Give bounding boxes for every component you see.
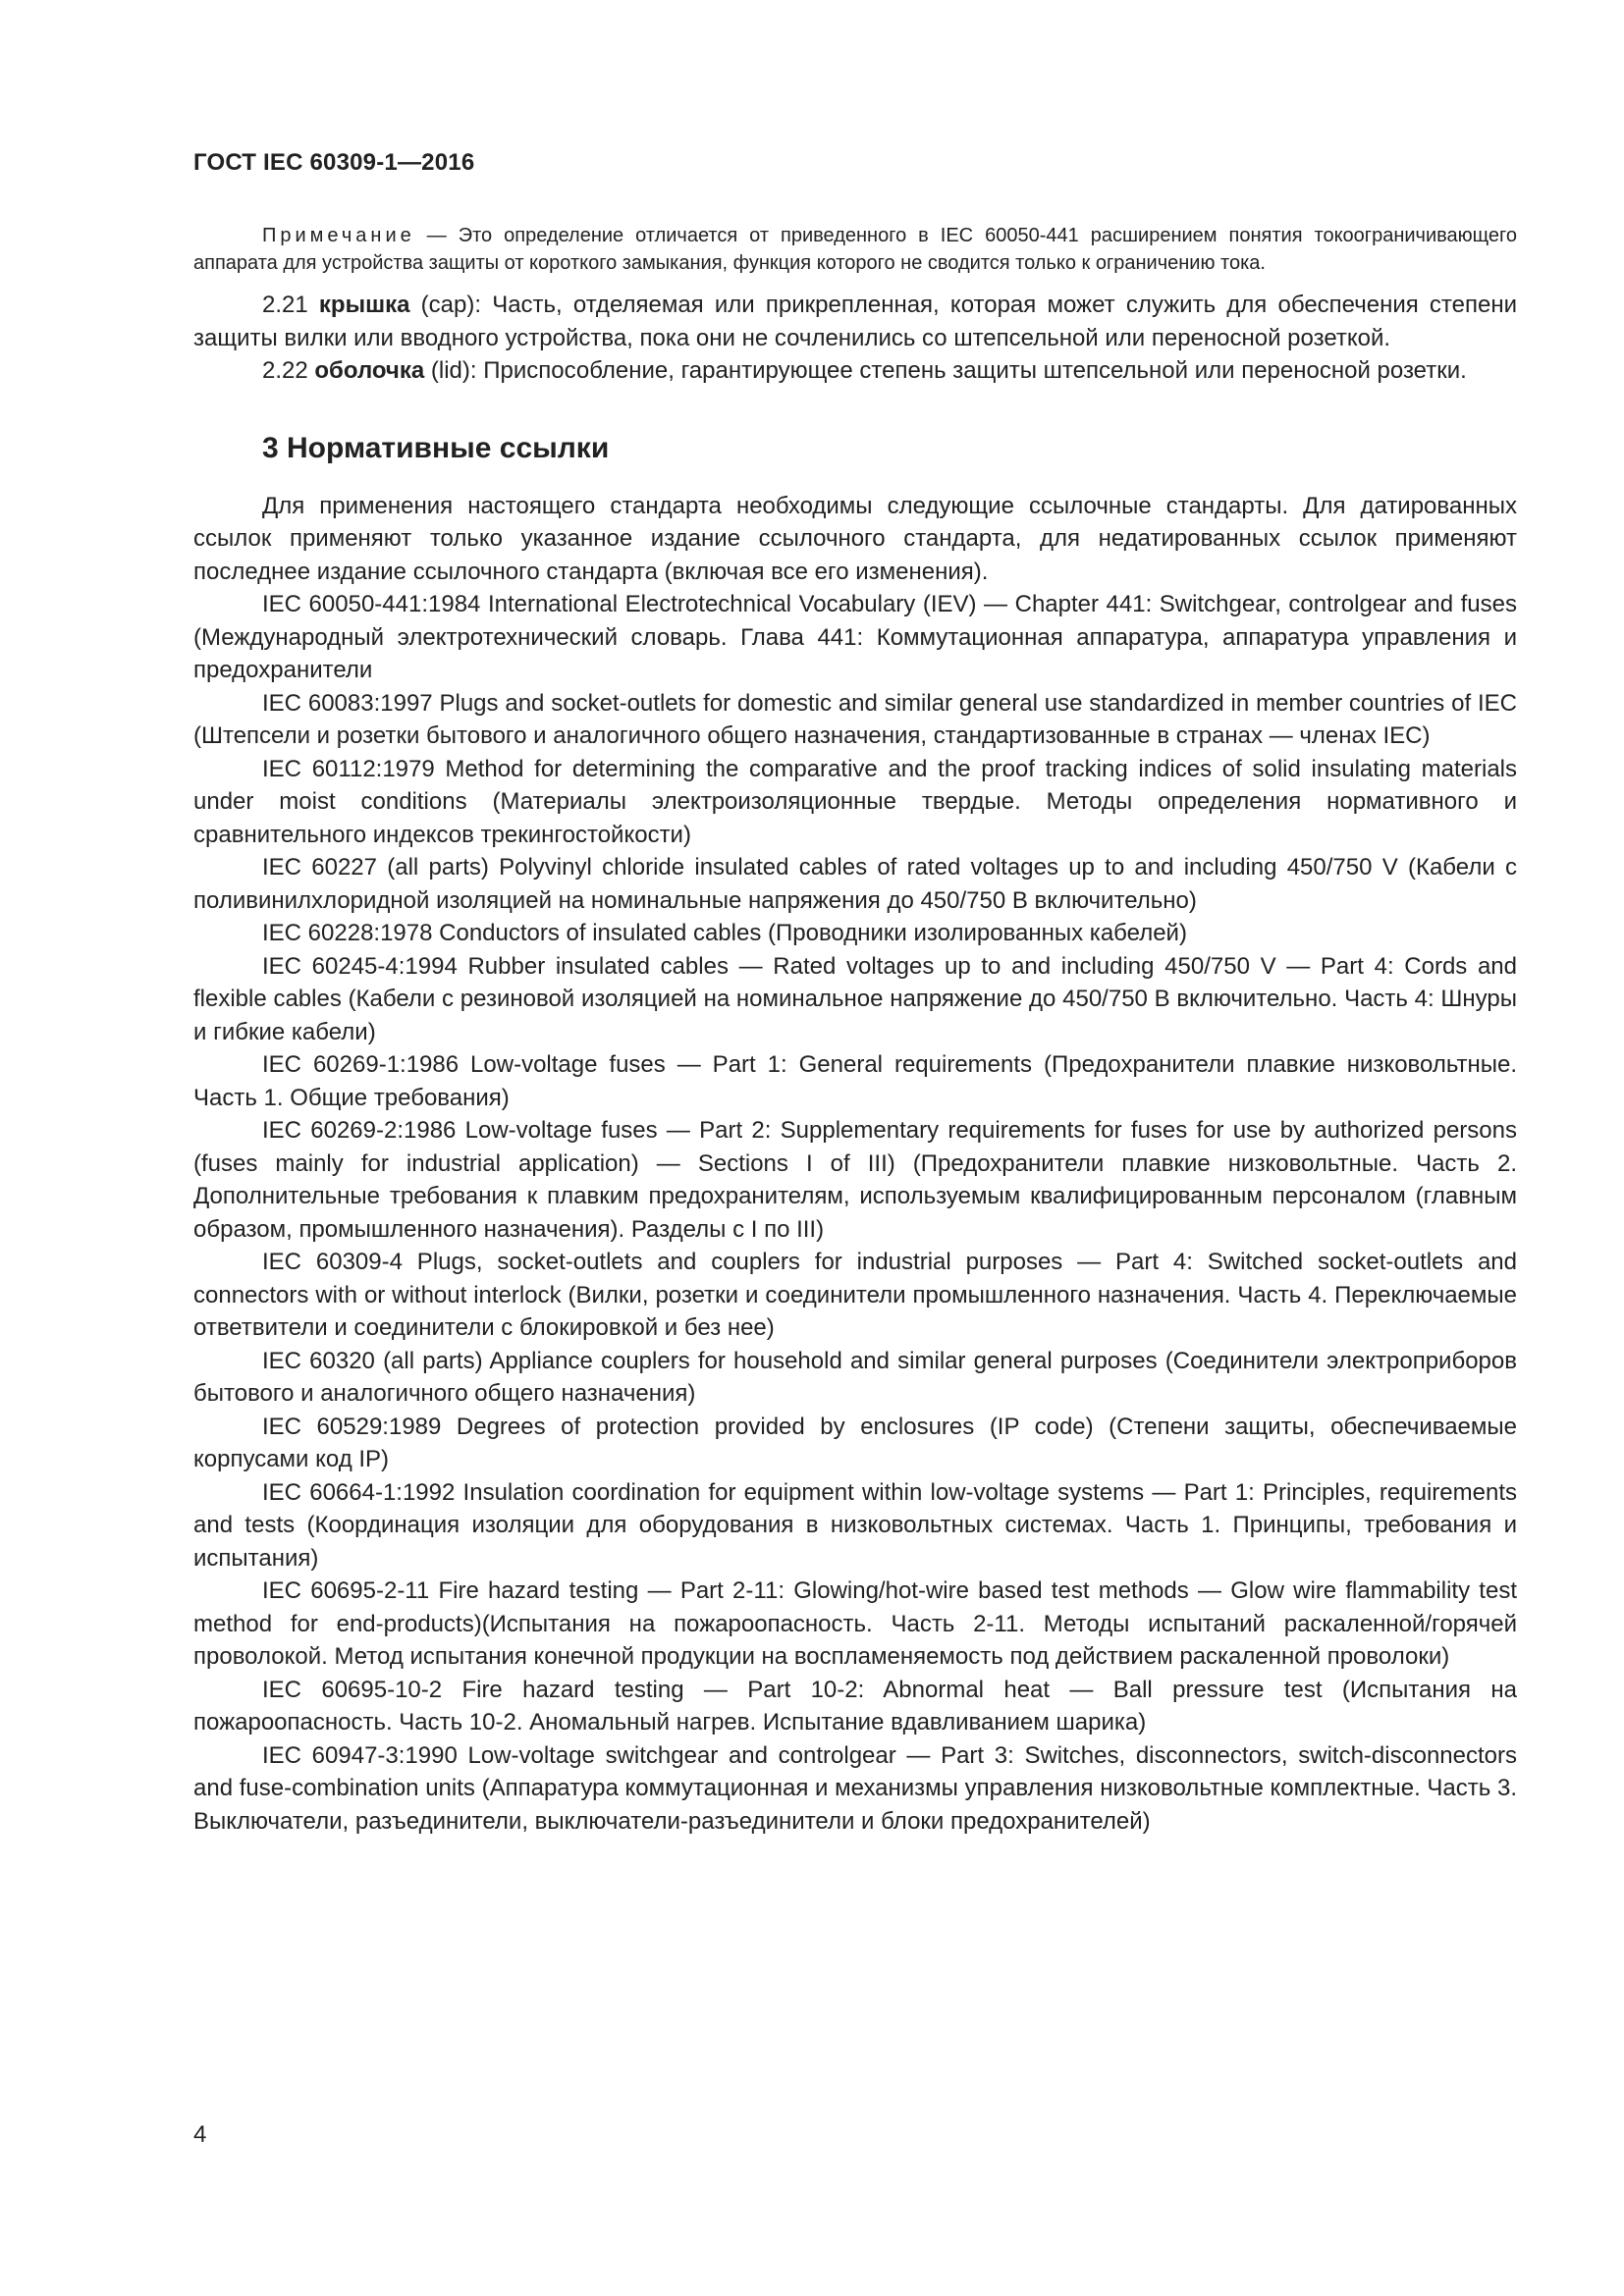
reference-item: IEC 60269-1:1986 Low-voltage fuses — Part 1: General requirements (Предохранители плавкие низковольтные. Часть 1. Общие требования): [193, 1051, 1517, 1111]
reference-item: IEC 60695-2-11 Fire hazard testing — Part 2-11: Glowing/hot-wire based test methods — Glow wire flammability test method for end-products)(Испытания на пожароопасность. Часть 2-11. Методы испытаний раскаленной/горячей проволокой. Метод испытания конечной продукции на воспламеняемость под действием раскаленной проволоки): [193, 1577, 1517, 1670]
definition-2-21: [193, 289, 1517, 354]
reference-item: IEC 60228:1978 Conductors of insulated cables (Проводники изолированных кабелей): [262, 920, 1187, 946]
note-text: — Это определение отличается от приведенного в IEC 60050-441 расширением понятия токоограничивающего аппарата для устройства защиты от короткого замыкания, функция которого не сводится только к ограничению тока.: [193, 225, 1517, 274]
section-title: 3 Нормативные ссылки: [262, 431, 610, 464]
definition-term: крышка: [318, 292, 410, 318]
definition-number: 2.22: [262, 357, 315, 384]
reference-item: IEC 60112:1979 Method for determining the comparative and the proof tracking indices of solid insulating materials under moist conditions (Материалы электроизоляционные твердые. Методы определения нормативного и сравнительного индексов трекингостойкости): [193, 755, 1517, 848]
reference-item: IEC 60245-4:1994 Rubber insulated cables — Rated voltages up to and including 450/750 V — Part 4: Cords and flexible cables (Кабели с резиновой изоляцией на номинальное напряжение до 450/750 В включительно. Часть 4: Шнуры и гибкие кабели): [193, 952, 1517, 1045]
reference-item: IEC 60309-4 Plugs, socket-outlets and couplers for industrial purposes — Part 4: Switched socket-outlets and connectors with or without interlock (Вилки, розетки и соединители промышленного назначения. Часть 4. Переключаемые ответвители и соединители с блокировкой и без нее): [193, 1249, 1517, 1341]
definition-text: (lid): Приспособление, гарантирующее степень защиты штепсельной или переносной розетки.: [424, 357, 1467, 384]
definition-2-22: [193, 354, 1517, 388]
definition-number: 2.21: [262, 292, 319, 318]
note-paragraph: [193, 222, 1517, 277]
document-body: [193, 222, 1517, 1838]
reference-item: IEC 60269-2:1986 Low-voltage fuses — Part 2: Supplementary requirements for fuses for use by authorized persons (fuses mainly for industrial application) — Sections I of III) (Предохранители плавкие низковольтные. Часть 2. Дополнительные требования к плавким предохранителям, используемым квалифицированным персоналом (главным образом, промышленного назначения). Разделы с I по III): [193, 1117, 1517, 1243]
reference-item: IEC 60050-441:1984 International Electrotechnical Vocabulary (IEV) — Chapter 441: Switchgear, controlgear and fuses (Международный электротехнический словарь. Глава 441: Коммутационная аппаратура, аппаратура управления и предохранители: [193, 591, 1517, 683]
page-number: 4: [193, 2121, 207, 2148]
document-page: [193, 0, 1517, 2296]
reference-item: IEC 60529:1989 Degrees of protection provided by enclosures (IP code) (Степени защиты, обеспечиваемые корпусами код IP): [193, 1413, 1517, 1472]
reference-item: IEC 60947-3:1990 Low-voltage switchgear and controlgear — Part 3: Switches, disconnectors, switch-disconnectors and fuse-combination units (Аппаратура коммутационная и механизмы управления низковольтные комплектные. Часть 3. Выключатели, разъединители, выключатели-разъединители и блоки предохранителей): [193, 1741, 1517, 1835]
reference-item: IEC 60320 (all parts) Appliance couplers for household and similar general purposes (Соединители электроприборов бытового и аналогичного общего назначения): [193, 1347, 1517, 1407]
note-label: Примечание: [262, 225, 415, 246]
definition-text: (cap): Часть, отделяемая или прикрепленная, которая может служить для обеспечения степени защиты вилки или вводного устройства, пока они не сочленились со штепсельной или переносной розеткой.: [193, 292, 1517, 351]
definition-term: оболочка: [314, 357, 425, 384]
reference-item: IEC 60664-1:1992 Insulation coordination for equipment within low-voltage systems — Part 1: Principles, requirements and tests (Координация изоляции для оборудования в низковольтных системах. Часть 1. Принципы, требования и испытания): [193, 1478, 1517, 1572]
reference-item: IEC 60083:1997 Plugs and socket-outlets for domestic and similar general use standardized in member countries of IEC (Штепсели и розетки бытового и аналогичного общего назначения, стандартизованные в странах — членах IEC): [193, 689, 1517, 749]
reference-item: IEC 60227 (all parts) Polyvinyl chloride insulated cables of rated voltages up to and including 450/750 V (Кабели с поливинилхлоридной изоляцией на номинальные напряжения до 450/750 В включительно): [193, 854, 1517, 914]
reference-item: IEC 60695-10-2 Fire hazard testing — Part 10-2: Abnormal heat — Ball pressure test (Испытания на пожароопасность. Часть 10-2. Аномальный нагрев. Испытание вдавливанием шарика): [193, 1676, 1517, 1735]
document-header: ГОСТ IEC 60309-1—2016: [193, 149, 475, 176]
section-intro: Для применения настоящего стандарта необходимы следующие ссылочные стандарты. Для датированных ссылок применяют только указанное издание ссылочного стандарта, для недатированных ссылок применяют последнее издание ссылочного стандарта (включая все его изменения).: [193, 492, 1517, 585]
